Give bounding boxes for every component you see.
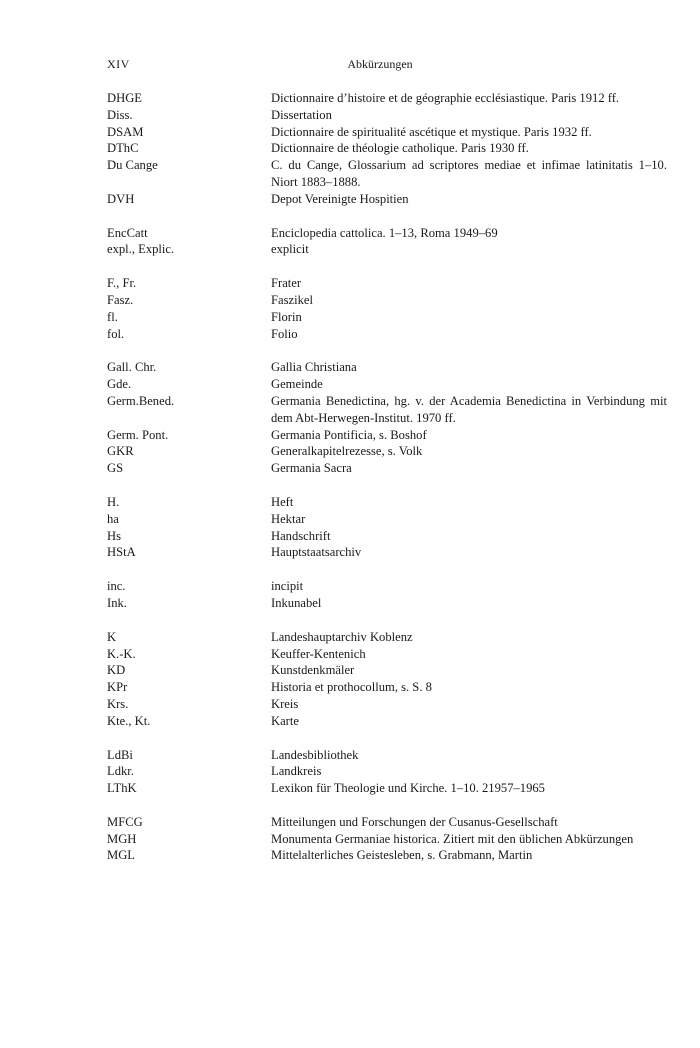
abbreviation-entry — [107, 292, 667, 309]
abbreviation-definition: Mitteilungen und Forschungen der Cusanus-Gesellschaft — [271, 814, 558, 829]
abbreviation-definition: C. du Cange, Glossarium ad scriptores mediae et infimae latinitatis 1–10. Niort 1883–1888. — [271, 158, 667, 189]
abbreviation-definition: Mittelalterliches Geistesleben, s. Grabmann, Martin — [271, 848, 533, 863]
abbreviation-entry — [107, 140, 667, 157]
abbreviation-definition: Gemeinde — [271, 377, 323, 392]
abbreviation-term: Fasz. — [107, 292, 134, 307]
abbreviation-definition: Heft — [271, 494, 294, 509]
abbreviation-definition: Inkunabel — [271, 595, 322, 610]
abbreviation-definition: Landesbibliothek — [271, 747, 359, 762]
abbreviation-term: ha — [107, 511, 119, 526]
abbreviation-term: F., Fr. — [107, 276, 137, 291]
abbreviation-definition: Kunstdenkmäler — [271, 663, 355, 678]
abbreviation-definition: Kreis — [271, 696, 299, 711]
abbreviation-definition: Gallia Christiana — [271, 360, 357, 375]
abbreviation-term: DVH — [107, 191, 135, 206]
abbreviation-entry — [107, 241, 667, 258]
abbreviation-group — [107, 494, 667, 561]
abbreviation-list — [107, 90, 667, 881]
abbreviation-entry — [107, 90, 667, 107]
abbreviation-entry — [107, 359, 667, 376]
abbreviation-group — [107, 578, 667, 612]
abbreviation-term: MGL — [107, 848, 135, 863]
abbreviation-entry — [107, 831, 667, 848]
abbreviation-term: K.-K. — [107, 646, 136, 661]
abbreviation-group — [107, 275, 667, 342]
abbreviation-group — [107, 359, 667, 477]
abbreviation-entry — [107, 275, 667, 292]
abbreviation-term: EncCatt — [107, 225, 148, 240]
abbreviation-group — [107, 629, 667, 730]
abbreviation-term: DHGE — [107, 91, 142, 105]
abbreviation-term: fol. — [107, 326, 125, 341]
abbreviation-definition: Germania Sacra — [271, 461, 352, 476]
abbreviation-term: GS — [107, 461, 124, 476]
abbreviation-entry — [107, 460, 667, 477]
abbreviation-definition: incipit — [271, 579, 304, 594]
abbreviation-term: MFCG — [107, 814, 143, 829]
abbreviation-term: Krs. — [107, 696, 129, 711]
abbreviation-term: LdBi — [107, 747, 133, 762]
abbreviation-entry — [107, 595, 667, 612]
abbreviation-definition: Depot Vereinigte Hospitien — [271, 191, 409, 206]
abbreviation-definition: Karte — [271, 713, 299, 728]
abbreviation-term: DSAM — [107, 124, 144, 139]
abbreviation-entry — [107, 578, 667, 595]
abbreviation-entry — [107, 662, 667, 679]
abbreviation-term: Diss. — [107, 107, 133, 122]
abbreviation-entry — [107, 124, 667, 141]
abbreviation-definition: Frater — [271, 276, 302, 291]
abbreviation-definition: Landeshauptarchiv Koblenz — [271, 629, 413, 644]
abbreviation-definition: Enciclopedia cattolica. 1–13, Roma 1949–69 — [271, 225, 498, 240]
abbreviation-definition: Landkreis — [271, 764, 322, 779]
abbreviation-definition: Monumenta Germaniae historica. Zitiert mit den üblichen Abkürzungen — [271, 831, 634, 846]
abbreviation-term: Gall. Chr. — [107, 360, 157, 375]
abbreviation-term: MGH — [107, 831, 137, 846]
abbreviation-entry — [107, 847, 667, 864]
abbreviation-term: Kte., Kt. — [107, 713, 151, 728]
abbreviation-group — [107, 225, 667, 259]
abbreviation-term: Ldkr. — [107, 764, 134, 779]
abbreviation-entry — [107, 393, 667, 427]
abbreviation-entry — [107, 511, 667, 528]
abbreviation-definition: Hauptstaatsarchiv — [271, 545, 362, 560]
abbreviation-term: DThC — [107, 141, 139, 156]
abbreviation-entry — [107, 814, 667, 831]
abbreviation-term: inc. — [107, 579, 126, 594]
abbreviation-term: H. — [107, 494, 120, 509]
abbreviation-entry — [107, 326, 667, 343]
abbreviation-definition: Dissertation — [271, 107, 332, 122]
abbreviation-group — [107, 747, 667, 797]
abbreviation-term: KD — [107, 663, 126, 678]
abbreviation-entry — [107, 747, 667, 764]
abbreviation-term: fl. — [107, 309, 118, 324]
abbreviation-definition: Dictionnaire d’histoire et de géographie ecclésiastique. Paris 1912 ff. — [271, 91, 620, 105]
abbreviation-term: Ink. — [107, 595, 127, 610]
abbreviation-term: Germ.Bened. — [107, 393, 175, 408]
abbreviation-term: Gde. — [107, 377, 132, 392]
abbreviation-definition: Generalkapitelrezesse, s. Volk — [271, 444, 423, 459]
abbreviation-entry — [107, 157, 667, 191]
abbreviation-group — [107, 814, 667, 864]
abbreviation-entry — [107, 443, 667, 460]
abbreviation-term: HStA — [107, 545, 136, 560]
abbreviation-entry — [107, 763, 667, 780]
abbreviation-entry — [107, 107, 667, 124]
abbreviation-definition: Folio — [271, 326, 298, 341]
page-number: XIV — [107, 57, 130, 71]
abbreviation-definition: Dictionnaire de théologie catholique. Paris 1930 ff. — [271, 141, 529, 156]
abbreviation-definition: Faszikel — [271, 292, 313, 307]
abbreviation-definition: Germania Benedictina, hg. v. der Academia Benedictina in Verbindung mit dem Abt-Herwegen-Institut. 1970 ff. — [271, 393, 667, 425]
abbreviation-term: Germ. Pont. — [107, 427, 169, 442]
abbreviation-term: K — [107, 629, 117, 644]
abbreviation-entry — [107, 427, 667, 444]
abbreviation-entry — [107, 376, 667, 393]
abbreviation-definition: Dictionnaire de spiritualité ascétique et mystique. Paris 1932 ff. — [271, 124, 592, 139]
abbreviation-entry — [107, 713, 667, 730]
abbreviation-entry — [107, 780, 667, 797]
abbreviation-definition: explicit — [271, 242, 309, 257]
abbreviation-group — [107, 90, 667, 208]
abbreviation-definition: Germania Pontificia, s. Boshof — [271, 427, 427, 442]
abbreviation-term: LThK — [107, 781, 137, 796]
abbreviation-definition: Florin — [271, 309, 302, 324]
running-head: Abkürzungen — [347, 57, 413, 71]
abbreviation-term: Hs — [107, 528, 121, 543]
abbreviation-entry — [107, 225, 667, 242]
abbreviation-entry — [107, 528, 667, 545]
abbreviation-definition: Lexikon für Theologie und Kirche. 1–10. 21957–1965 — [271, 781, 545, 796]
abbreviation-entry — [107, 191, 667, 208]
abbreviation-entry — [107, 646, 667, 663]
abbreviation-entry — [107, 629, 667, 646]
abbreviation-entry — [107, 309, 667, 326]
abbreviation-term: Du Cange — [107, 158, 158, 173]
abbreviation-entry — [107, 544, 667, 561]
abbreviation-definition: Handschrift — [271, 528, 331, 543]
abbreviation-entry — [107, 494, 667, 511]
abbreviation-definition: Hektar — [271, 511, 306, 526]
abbreviation-term: expl., Explic. — [107, 242, 175, 257]
abbreviation-entry — [107, 679, 667, 696]
abbreviation-entry — [107, 696, 667, 713]
abbreviation-definition: Keuffer-Kentenich — [271, 646, 366, 661]
abbreviation-definition: Historia et prothocollum, s. S. 8 — [271, 680, 432, 695]
abbreviation-term: GKR — [107, 444, 134, 459]
abbreviation-term: KPr — [107, 680, 128, 695]
